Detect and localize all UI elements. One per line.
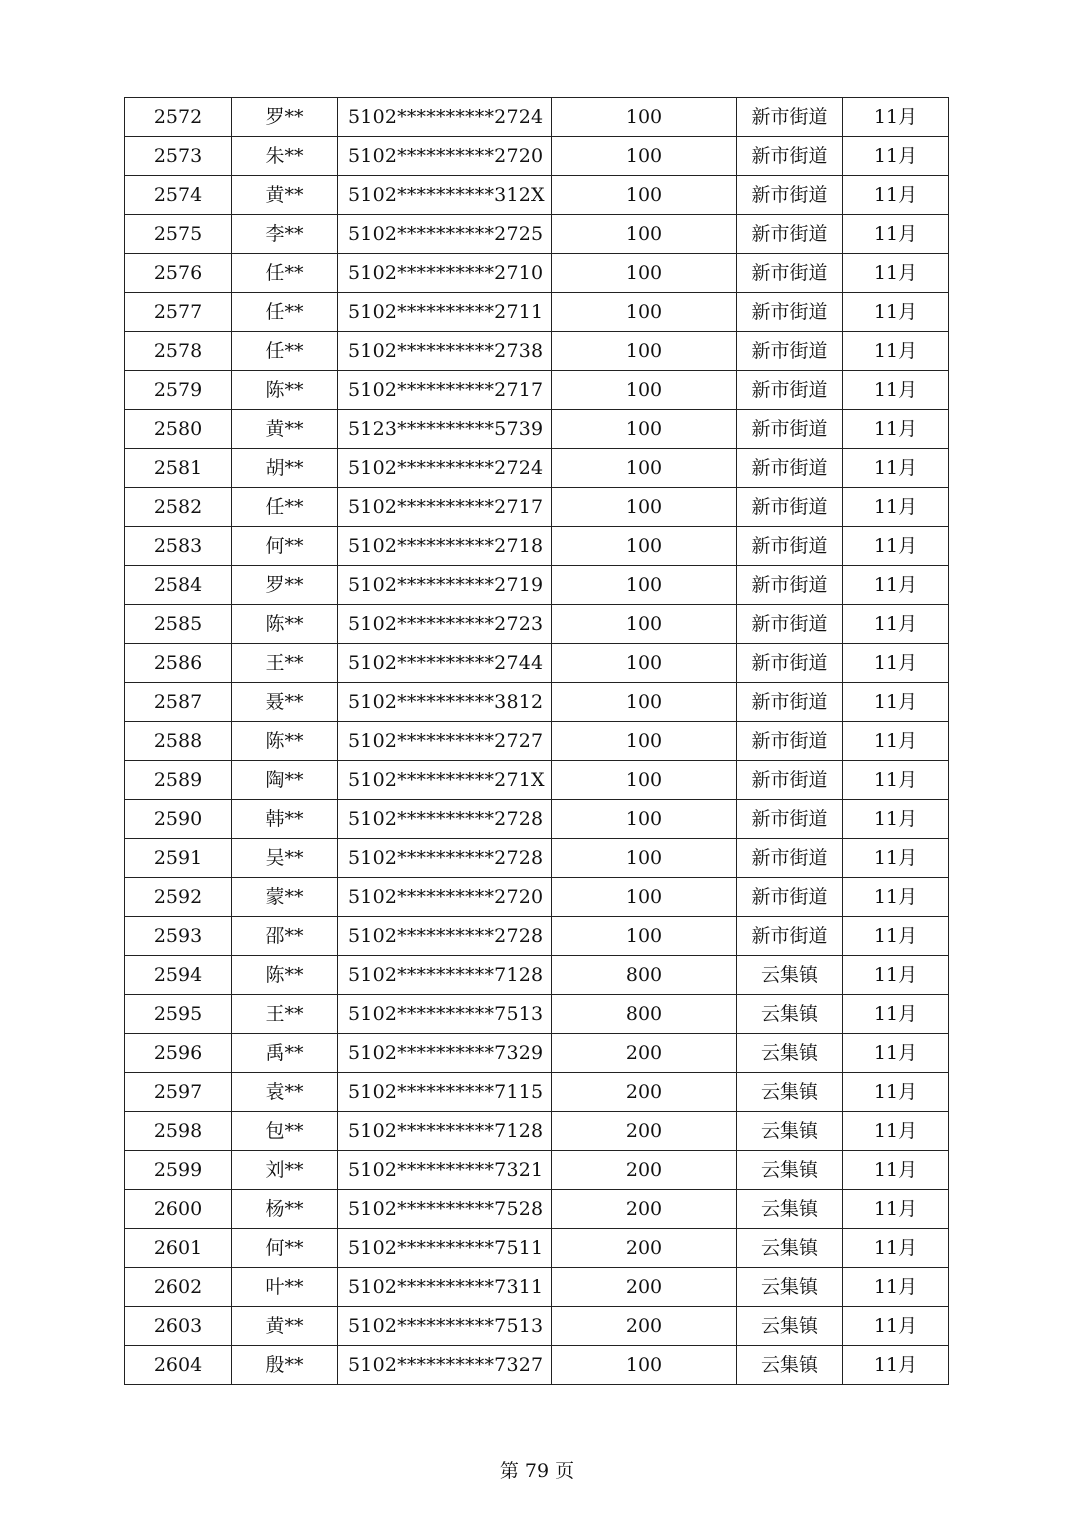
table-row: [125, 1346, 949, 1385]
row-number-cell: 2579: [125, 371, 232, 410]
region-cell: 新市街道: [737, 215, 843, 254]
table-row: [125, 410, 949, 449]
amount-cell: 100: [552, 566, 737, 605]
id-number-cell: 5102**********312X: [338, 176, 552, 215]
table-row: [125, 176, 949, 215]
data-table: [124, 97, 949, 1385]
month-cell: 11月: [843, 761, 949, 800]
amount-cell: 100: [552, 98, 737, 137]
month-cell: 11月: [843, 1229, 949, 1268]
id-number-cell: 5102**********7115: [338, 1073, 552, 1112]
id-number-cell: 5102**********2718: [338, 527, 552, 566]
row-number-cell: 2587: [125, 683, 232, 722]
month-cell: 11月: [843, 1073, 949, 1112]
row-number-cell: 2595: [125, 995, 232, 1034]
id-number-cell: 5102**********2724: [338, 98, 552, 137]
month-cell: 11月: [843, 566, 949, 605]
name-cell: 陈**: [232, 956, 338, 995]
region-cell: 新市街道: [737, 527, 843, 566]
region-cell: 新市街道: [737, 98, 843, 137]
month-cell: 11月: [843, 332, 949, 371]
amount-cell: 100: [552, 839, 737, 878]
amount-cell: 100: [552, 917, 737, 956]
amount-cell: 800: [552, 956, 737, 995]
id-number-cell: 5102**********2728: [338, 917, 552, 956]
table-row: [125, 254, 949, 293]
table-row: [125, 800, 949, 839]
row-number-cell: 2573: [125, 137, 232, 176]
table-row: [125, 995, 949, 1034]
row-number-cell: 2599: [125, 1151, 232, 1190]
month-cell: 11月: [843, 1307, 949, 1346]
region-cell: 云集镇: [737, 995, 843, 1034]
month-cell: 11月: [843, 1268, 949, 1307]
region-cell: 云集镇: [737, 1307, 843, 1346]
table-body: [125, 98, 949, 1385]
id-number-cell: 5102**********7513: [338, 995, 552, 1034]
row-number-cell: 2575: [125, 215, 232, 254]
region-cell: 新市街道: [737, 917, 843, 956]
name-cell: 吴**: [232, 839, 338, 878]
row-number-cell: 2603: [125, 1307, 232, 1346]
row-number-cell: 2574: [125, 176, 232, 215]
name-cell: 陈**: [232, 371, 338, 410]
row-number-cell: 2593: [125, 917, 232, 956]
name-cell: 任**: [232, 254, 338, 293]
month-cell: 11月: [843, 1151, 949, 1190]
amount-cell: 100: [552, 878, 737, 917]
region-cell: 新市街道: [737, 137, 843, 176]
region-cell: 云集镇: [737, 956, 843, 995]
region-cell: 新市街道: [737, 371, 843, 410]
id-number-cell: 5102**********2720: [338, 137, 552, 176]
table-row: [125, 215, 949, 254]
amount-cell: 100: [552, 293, 737, 332]
id-number-cell: 5102**********7321: [338, 1151, 552, 1190]
region-cell: 云集镇: [737, 1190, 843, 1229]
id-number-cell: 5102**********2710: [338, 254, 552, 293]
table-row: [125, 293, 949, 332]
row-number-cell: 2596: [125, 1034, 232, 1073]
region-cell: 新市街道: [737, 722, 843, 761]
row-number-cell: 2601: [125, 1229, 232, 1268]
region-cell: 云集镇: [737, 1346, 843, 1385]
row-number-cell: 2585: [125, 605, 232, 644]
amount-cell: 100: [552, 410, 737, 449]
name-cell: 叶**: [232, 1268, 338, 1307]
row-number-cell: 2580: [125, 410, 232, 449]
row-number-cell: 2584: [125, 566, 232, 605]
table-row: [125, 1229, 949, 1268]
id-number-cell: 5102**********2719: [338, 566, 552, 605]
amount-cell: 200: [552, 1190, 737, 1229]
name-cell: 任**: [232, 293, 338, 332]
table-row: [125, 1034, 949, 1073]
region-cell: 云集镇: [737, 1112, 843, 1151]
month-cell: 11月: [843, 644, 949, 683]
month-cell: 11月: [843, 800, 949, 839]
row-number-cell: 2602: [125, 1268, 232, 1307]
region-cell: 新市街道: [737, 449, 843, 488]
row-number-cell: 2572: [125, 98, 232, 137]
amount-cell: 200: [552, 1034, 737, 1073]
month-cell: 11月: [843, 683, 949, 722]
month-cell: 11月: [843, 488, 949, 527]
table-row: [125, 527, 949, 566]
region-cell: 新市街道: [737, 761, 843, 800]
row-number-cell: 2592: [125, 878, 232, 917]
name-cell: 罗**: [232, 98, 338, 137]
region-cell: 新市街道: [737, 254, 843, 293]
name-cell: 邵**: [232, 917, 338, 956]
row-number-cell: 2589: [125, 761, 232, 800]
table-row: [125, 332, 949, 371]
amount-cell: 100: [552, 527, 737, 566]
month-cell: 11月: [843, 1112, 949, 1151]
name-cell: 包**: [232, 1112, 338, 1151]
table-row: [125, 956, 949, 995]
id-number-cell: 5102**********2725: [338, 215, 552, 254]
region-cell: 新市街道: [737, 176, 843, 215]
id-number-cell: 5102**********2711: [338, 293, 552, 332]
name-cell: 朱**: [232, 137, 338, 176]
name-cell: 罗**: [232, 566, 338, 605]
name-cell: 聂**: [232, 683, 338, 722]
month-cell: 11月: [843, 371, 949, 410]
row-number-cell: 2577: [125, 293, 232, 332]
name-cell: 胡**: [232, 449, 338, 488]
month-cell: 11月: [843, 1034, 949, 1073]
amount-cell: 100: [552, 644, 737, 683]
table-row: [125, 839, 949, 878]
table-row: [125, 98, 949, 137]
table-row: [125, 917, 949, 956]
amount-cell: 100: [552, 683, 737, 722]
name-cell: 蒙**: [232, 878, 338, 917]
name-cell: 王**: [232, 644, 338, 683]
table-row: [125, 605, 949, 644]
name-cell: 李**: [232, 215, 338, 254]
amount-cell: 100: [552, 254, 737, 293]
id-number-cell: 5102**********2717: [338, 488, 552, 527]
amount-cell: 100: [552, 215, 737, 254]
table-row: [125, 1307, 949, 1346]
table-row: [125, 1112, 949, 1151]
region-cell: 云集镇: [737, 1073, 843, 1112]
month-cell: 11月: [843, 254, 949, 293]
amount-cell: 100: [552, 371, 737, 410]
month-cell: 11月: [843, 449, 949, 488]
table-row: [125, 761, 949, 800]
row-number-cell: 2576: [125, 254, 232, 293]
region-cell: 云集镇: [737, 1268, 843, 1307]
month-cell: 11月: [843, 605, 949, 644]
name-cell: 陈**: [232, 722, 338, 761]
id-number-cell: 5102**********2744: [338, 644, 552, 683]
name-cell: 任**: [232, 332, 338, 371]
id-number-cell: 5102**********7128: [338, 1112, 552, 1151]
id-number-cell: 5102**********7513: [338, 1307, 552, 1346]
month-cell: 11月: [843, 527, 949, 566]
row-number-cell: 2588: [125, 722, 232, 761]
month-cell: 11月: [843, 98, 949, 137]
id-number-cell: 5102**********2727: [338, 722, 552, 761]
name-cell: 何**: [232, 1229, 338, 1268]
name-cell: 袁**: [232, 1073, 338, 1112]
month-cell: 11月: [843, 293, 949, 332]
table-row: [125, 1190, 949, 1229]
region-cell: 新市街道: [737, 839, 843, 878]
month-cell: 11月: [843, 839, 949, 878]
amount-cell: 100: [552, 722, 737, 761]
amount-cell: 100: [552, 137, 737, 176]
id-number-cell: 5102**********7329: [338, 1034, 552, 1073]
region-cell: 新市街道: [737, 566, 843, 605]
table-row: [125, 1268, 949, 1307]
amount-cell: 100: [552, 1346, 737, 1385]
month-cell: 11月: [843, 215, 949, 254]
region-cell: 新市街道: [737, 488, 843, 527]
row-number-cell: 2598: [125, 1112, 232, 1151]
amount-cell: 100: [552, 605, 737, 644]
table-row: [125, 878, 949, 917]
amount-cell: 100: [552, 488, 737, 527]
name-cell: 王**: [232, 995, 338, 1034]
month-cell: 11月: [843, 1346, 949, 1385]
month-cell: 11月: [843, 137, 949, 176]
id-number-cell: 5102**********7311: [338, 1268, 552, 1307]
table-row: [125, 488, 949, 527]
table-row: [125, 1073, 949, 1112]
page-number: 第 79 页: [499, 1460, 575, 1482]
row-number-cell: 2604: [125, 1346, 232, 1385]
month-cell: 11月: [843, 722, 949, 761]
row-number-cell: 2600: [125, 1190, 232, 1229]
region-cell: 云集镇: [737, 1151, 843, 1190]
row-number-cell: 2578: [125, 332, 232, 371]
id-number-cell: 5102**********2738: [338, 332, 552, 371]
name-cell: 陈**: [232, 605, 338, 644]
name-cell: 何**: [232, 527, 338, 566]
region-cell: 新市街道: [737, 605, 843, 644]
month-cell: 11月: [843, 917, 949, 956]
amount-cell: 100: [552, 332, 737, 371]
month-cell: 11月: [843, 1190, 949, 1229]
id-number-cell: 5102**********7327: [338, 1346, 552, 1385]
row-number-cell: 2591: [125, 839, 232, 878]
amount-cell: 200: [552, 1268, 737, 1307]
table-row: [125, 449, 949, 488]
month-cell: 11月: [843, 956, 949, 995]
region-cell: 新市街道: [737, 878, 843, 917]
id-number-cell: 5102**********7528: [338, 1190, 552, 1229]
id-number-cell: 5102**********2724: [338, 449, 552, 488]
amount-cell: 200: [552, 1151, 737, 1190]
amount-cell: 100: [552, 176, 737, 215]
row-number-cell: 2582: [125, 488, 232, 527]
name-cell: 刘**: [232, 1151, 338, 1190]
name-cell: 黄**: [232, 176, 338, 215]
amount-cell: 800: [552, 995, 737, 1034]
id-number-cell: 5102**********2723: [338, 605, 552, 644]
amount-cell: 100: [552, 800, 737, 839]
name-cell: 黄**: [232, 410, 338, 449]
row-number-cell: 2581: [125, 449, 232, 488]
table-row: [125, 644, 949, 683]
region-cell: 新市街道: [737, 800, 843, 839]
id-number-cell: 5102**********3812: [338, 683, 552, 722]
table-row: [125, 137, 949, 176]
id-number-cell: 5102**********2717: [338, 371, 552, 410]
table-row: [125, 566, 949, 605]
row-number-cell: 2583: [125, 527, 232, 566]
id-number-cell: 5102**********2728: [338, 800, 552, 839]
table-row: [125, 683, 949, 722]
region-cell: 新市街道: [737, 410, 843, 449]
id-number-cell: 5102**********7128: [338, 956, 552, 995]
amount-cell: 100: [552, 761, 737, 800]
amount-cell: 200: [552, 1307, 737, 1346]
row-number-cell: 2597: [125, 1073, 232, 1112]
name-cell: 任**: [232, 488, 338, 527]
id-number-cell: 5123**********5739: [338, 410, 552, 449]
name-cell: 禹**: [232, 1034, 338, 1073]
month-cell: 11月: [843, 176, 949, 215]
id-number-cell: 5102**********2728: [338, 839, 552, 878]
amount-cell: 200: [552, 1229, 737, 1268]
id-number-cell: 5102**********7511: [338, 1229, 552, 1268]
region-cell: 新市街道: [737, 683, 843, 722]
amount-cell: 200: [552, 1112, 737, 1151]
table-row: [125, 1151, 949, 1190]
region-cell: 新市街道: [737, 332, 843, 371]
month-cell: 11月: [843, 878, 949, 917]
amount-cell: 100: [552, 449, 737, 488]
table-row: [125, 722, 949, 761]
id-number-cell: 5102**********2720: [338, 878, 552, 917]
row-number-cell: 2586: [125, 644, 232, 683]
month-cell: 11月: [843, 410, 949, 449]
region-cell: 云集镇: [737, 1229, 843, 1268]
region-cell: 云集镇: [737, 1034, 843, 1073]
region-cell: 新市街道: [737, 293, 843, 332]
id-number-cell: 5102**********271X: [338, 761, 552, 800]
row-number-cell: 2594: [125, 956, 232, 995]
name-cell: 殷**: [232, 1346, 338, 1385]
table-row: [125, 371, 949, 410]
name-cell: 韩**: [232, 800, 338, 839]
name-cell: 陶**: [232, 761, 338, 800]
month-cell: 11月: [843, 995, 949, 1034]
name-cell: 黄**: [232, 1307, 338, 1346]
region-cell: 新市街道: [737, 644, 843, 683]
amount-cell: 200: [552, 1073, 737, 1112]
name-cell: 杨**: [232, 1190, 338, 1229]
row-number-cell: 2590: [125, 800, 232, 839]
